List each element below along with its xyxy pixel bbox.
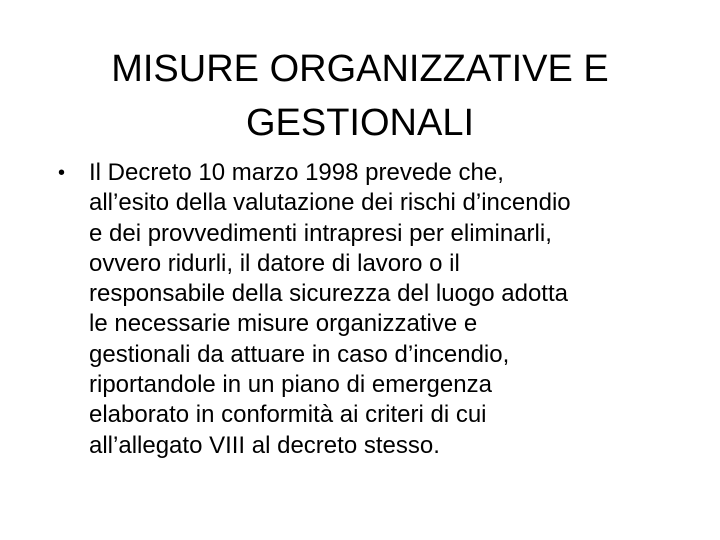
bullet-list xyxy=(52,158,672,461)
slide-title-line: GESTIONALI xyxy=(245,102,475,144)
bullet-text-line: ovvero ridurli, il datore di lavoro o il xyxy=(89,249,460,277)
bullet-text-line: gestionali da attuare in caso d’incendio, xyxy=(89,340,510,368)
bullet-text-line: all’allegato VIII al decreto stesso. xyxy=(89,431,440,459)
bullet-text-line: Il Decreto 10 marzo 1998 prevede che, xyxy=(89,159,504,186)
bullet-text-line: riportandole in un piano di emergenza xyxy=(89,371,492,399)
bullet-text-line: all’esito della valutazione dei rischi d’incendio xyxy=(89,189,571,217)
bullet-text-line: le necessarie misure organizzative e xyxy=(89,310,478,338)
bullet-item xyxy=(52,158,672,461)
slide-title xyxy=(60,42,660,150)
bullet-text-line: responsabile della sicurezza del luogo adotta xyxy=(89,280,568,308)
bullet-text-line: elaborato in conformità ai criteri di cui xyxy=(89,401,487,429)
slide-title-line: MISURE ORGANIZZATIVE E xyxy=(111,48,609,90)
bullet-marker: • xyxy=(58,162,66,184)
bullet-text-line: e dei provvedimenti intrapresi per eliminarli, xyxy=(89,219,552,247)
